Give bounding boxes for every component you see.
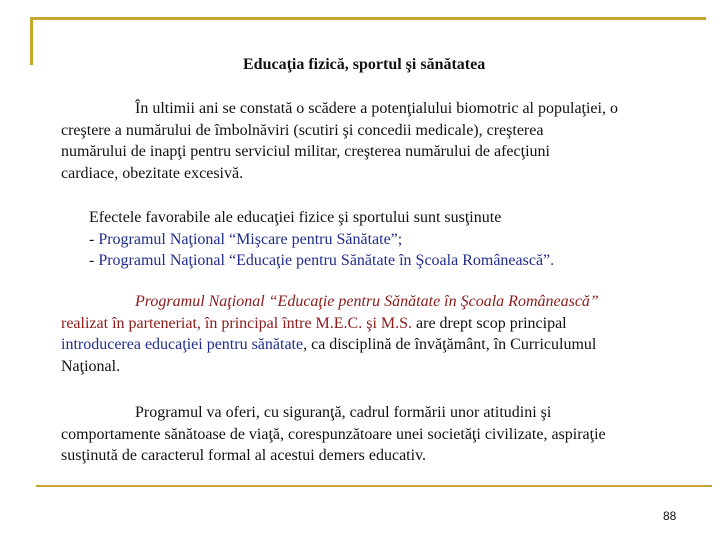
paragraph-line	[61, 313, 691, 335]
frame-bottom-border	[36, 485, 712, 487]
paragraph-line: susţinută de caracterul formal al acestui demers educativ.	[61, 447, 427, 464]
frame-left-border	[30, 17, 33, 65]
paragraph-line: cardiace, obezitate excesivă.	[61, 164, 244, 182]
partnership-text: realizat în parteneriat, în principal între M.E.C. şi M.S.	[61, 314, 413, 332]
program-educatie-pentru-sanatate: Programul Naţional “Educaţie pentru Sănătate în Şcoala Românească”.	[98, 252, 555, 269]
programs-intro: Efectele favorabile ale educaţiei fizice şi sportului sunt susţinute	[89, 209, 502, 226]
paragraph-line: comportamente sănătoase de viaţă, corespunzătoare unei societăţi civilizate, aspiraţie	[61, 425, 606, 443]
paragraph-line: În ultimii ani se constată o scădere a potenţialului biomotric al populaţiei, o	[135, 100, 618, 117]
paragraph-programs	[89, 207, 689, 272]
paragraph-program-scope	[61, 291, 691, 377]
list-dash: -	[89, 252, 99, 269]
paragraph-program-offer	[61, 402, 691, 467]
scope-text: are drept scop principal	[412, 314, 567, 332]
paragraph-line: creştere a numărului de îmbolnăviri (scutiri şi concedii medicale), creşterea	[61, 121, 544, 139]
paragraph-line	[61, 334, 691, 356]
document-title: Educaţia fizică, sportul şi sănătatea	[243, 56, 486, 73]
program-miscare-pentru-sanatate: Programul Naţional “Mişcare pentru Sănătate”;	[98, 230, 403, 248]
program-item-1	[89, 229, 689, 251]
paragraph-line: Naţional.	[61, 357, 121, 375]
paragraph-line: Programul va oferi, cu siguranţă, cadrul formării unor atitudini şi	[135, 404, 552, 421]
page-number: 88	[663, 509, 677, 523]
program-item-2	[89, 250, 689, 272]
discipline-text: , ca disciplină de învăţământ, în Curriculumul	[303, 336, 597, 353]
paragraph-line: numărului de inapţi pentru serviciul militar, creşterea numărului de afecţiuni	[61, 143, 550, 160]
introduction-text: introducerea educaţiei pentru sănătate	[61, 336, 304, 353]
program-name-italic: Programul Naţional “Educaţie pentru Sănătate în Şcoala Românească”	[135, 293, 599, 310]
paragraph-decline	[61, 98, 691, 184]
frame-top-border	[30, 17, 706, 20]
list-dash: -	[89, 230, 99, 248]
